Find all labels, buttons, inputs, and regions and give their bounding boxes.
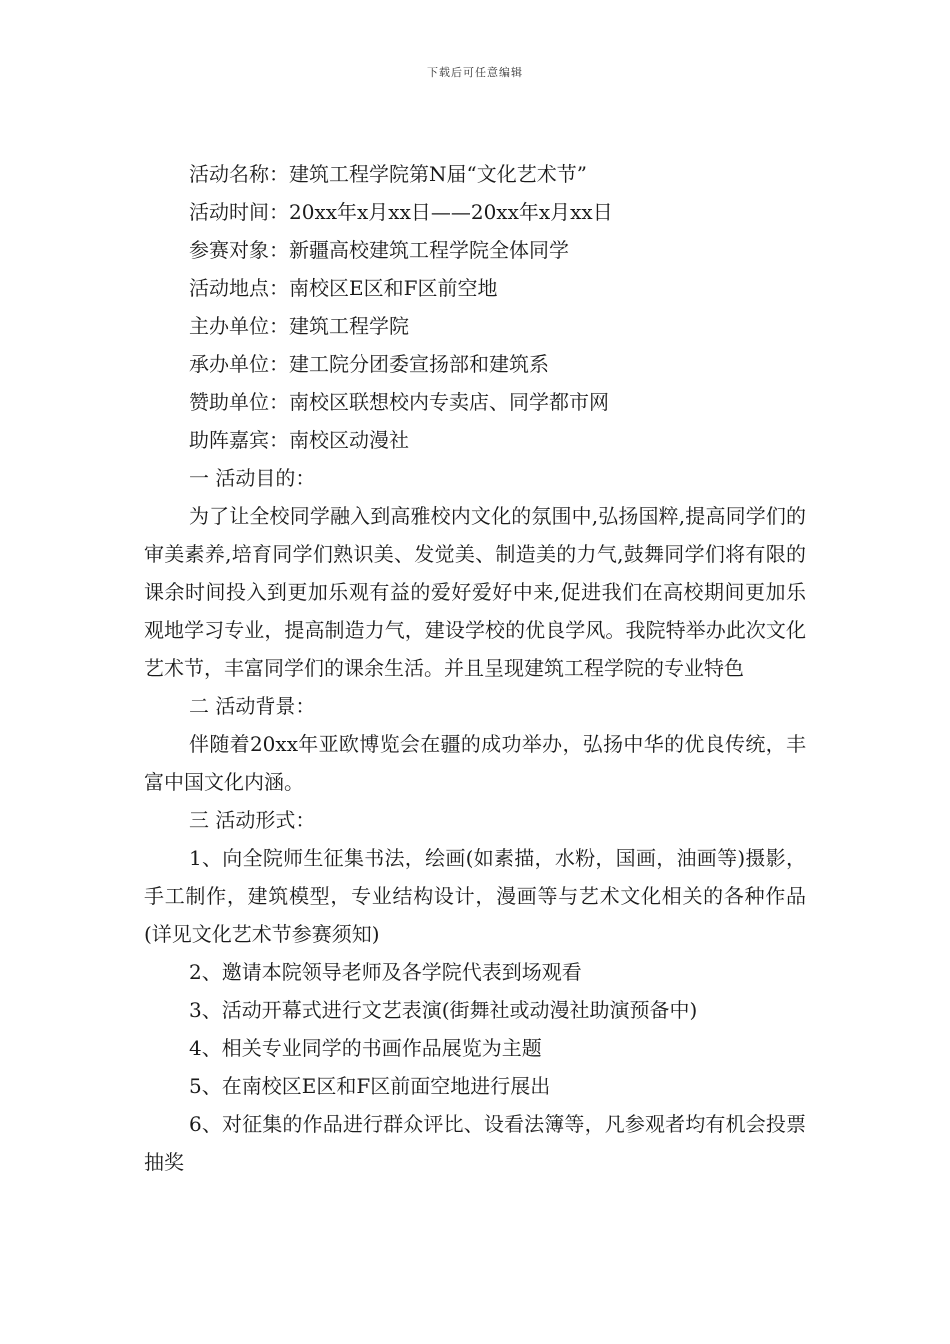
info-activity-time: 活动时间：20xx年x月xx日——20xx年x月xx日 [189, 200, 613, 224]
info-sponsor: 赞助单位：南校区联想校内专卖店、同学都市网 [189, 390, 609, 414]
info-host: 承办单位：建工院分团委宣扬部和建筑系 [189, 352, 549, 376]
info-participants: 参赛对象：新疆高校建筑工程学院全体同学 [189, 238, 569, 262]
section-heading-format: 三 活动形式： [189, 808, 316, 832]
format-item-4: 4、相关专业同学的书画作品展览为主题 [189, 1036, 542, 1060]
section-body-purpose: 为了让全校同学融入到高雅校内文化的氛围中,弘扬国粹,提高同学们的审美素养,培育同学们熟识美、发觉美、制造美的力气,鼓舞同学们将有限的课余时间投入到更加乐观有益的爱好爱好中来,促进我们在高校期间更加乐观地学习专业，提高制造力气，建设学校的优良学风。我院特举办此次文化艺术节，丰富同学们的课余生活。并且呈现建筑工程学院的专业特色 [144, 504, 806, 680]
format-item-1: 1、向全院师生征集书法，绘画(如素描，水粉，国画，油画等)摄影，手工制作，建筑模型，专业结构设计，漫画等与艺术文化相关的各种作品(详见文化艺术节参赛须知) [144, 846, 806, 946]
section-heading-purpose: 一 活动目的： [189, 466, 316, 490]
info-organizer: 主办单位：建筑工程学院 [189, 314, 409, 338]
info-guest: 助阵嘉宾：南校区动漫社 [189, 428, 409, 452]
section-body-background: 伴随着20xx年亚欧博览会在疆的成功举办，弘扬中华的优良传统，丰富中国文化内涵。 [144, 732, 806, 794]
format-item-2: 2、邀请本院领导老师及各学院代表到场观看 [189, 960, 582, 984]
format-item-6: 6、对征集的作品进行群众评比、设看法簿等，凡参观者均有机会投票抽奖 [144, 1112, 806, 1174]
format-item-3: 3、活动开幕式进行文艺表演(街舞社或动漫社助演预备中) [189, 998, 698, 1022]
document-body [144, 155, 806, 1181]
format-item-5: 5、在南校区E区和F区前面空地进行展出 [189, 1074, 551, 1098]
header-note: 下载后可任意编辑 [427, 66, 523, 79]
info-location: 活动地点：南校区E区和F区前空地 [189, 276, 498, 300]
section-heading-background: 二 活动背景： [189, 694, 316, 718]
info-activity-name: 活动名称：建筑工程学院第N届“文化艺术节” [189, 162, 587, 186]
